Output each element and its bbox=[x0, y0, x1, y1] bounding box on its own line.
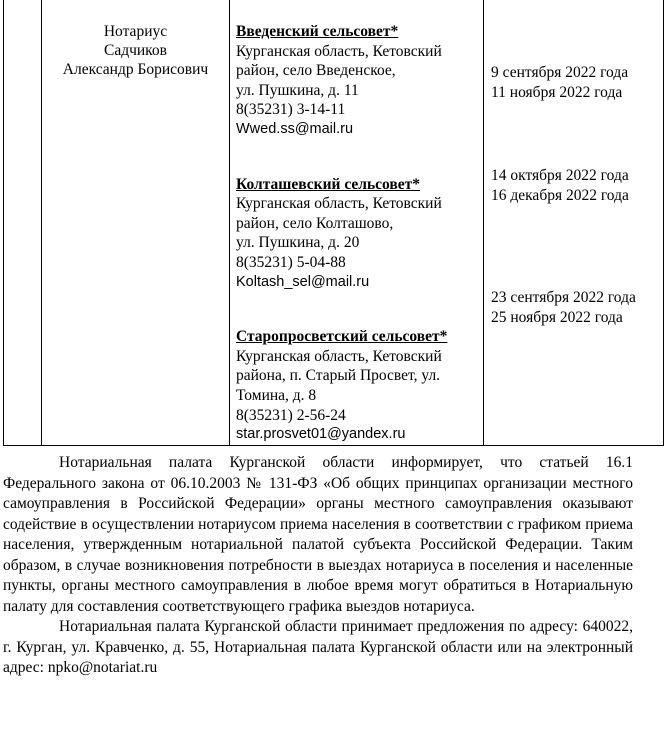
row-number-cell bbox=[4, 0, 42, 445]
notary-given-names: Александр Борисович bbox=[62, 61, 209, 78]
visit-date: 23 сентября 2022 года bbox=[491, 289, 636, 306]
council-address-line: район, село Введенское, bbox=[236, 62, 396, 80]
contact-paragraph: Нотариальная палата Курганской области принимает предложения по адресу: 640022, г. Курган, ул. Кравченко, д. 55, Нотариальная палата Курганской области или на электронный адрес: npko@notariat.ru bbox=[3, 618, 633, 676]
visit-date: 16 декабря 2022 года bbox=[491, 187, 629, 204]
council-email: Koltash_sel@mail.ru bbox=[236, 273, 370, 290]
council-block bbox=[230, 140, 483, 293]
notary-cell bbox=[42, 0, 230, 445]
schedule-table bbox=[3, 0, 664, 446]
council-email: Wwed.ss@mail.ru bbox=[236, 120, 354, 137]
council-block bbox=[230, 0, 483, 140]
council-block bbox=[230, 292, 483, 445]
council-email: star.prosvet01@yandex.ru bbox=[236, 426, 406, 443]
council-address-line: ул. Пушкина, д. 20 bbox=[236, 234, 360, 252]
notary-surname: Садчиков bbox=[103, 42, 167, 59]
table-row bbox=[4, 0, 664, 445]
visit-date: 11 ноября 2022 года bbox=[491, 84, 623, 101]
notary-title: Нотариус bbox=[103, 23, 168, 40]
council-address-line: ул. Пушкина, д. 11 bbox=[236, 81, 359, 99]
council-address-line: Томина, д. 8 bbox=[236, 386, 317, 404]
council-address-line: район, село Колташово, bbox=[236, 214, 394, 232]
council-address-line: Курганская область, Кетовский bbox=[236, 42, 442, 60]
council-address-line: района, п. Старый Просвет, ул. bbox=[236, 367, 441, 385]
council-name: Введенский сельсовет* bbox=[236, 23, 399, 40]
info-text bbox=[3, 453, 633, 679]
visit-date: 9 сентября 2022 года bbox=[491, 64, 629, 81]
council-phone: 8(35231) 5-04-88 bbox=[236, 253, 346, 271]
council-cell bbox=[230, 0, 484, 445]
visit-date: 14 октября 2022 года bbox=[491, 167, 629, 184]
dates-cell bbox=[484, 0, 664, 445]
council-name: Колташевский сельсовет* bbox=[236, 175, 421, 193]
council-phone: 8(35231) 3-14-11 bbox=[236, 101, 346, 119]
visit-date: 25 ноября 2022 года bbox=[491, 309, 623, 326]
visit-dates bbox=[484, 206, 663, 328]
visit-dates bbox=[484, 0, 663, 103]
council-address-line: Курганская область, Кетовский bbox=[236, 347, 442, 365]
council-name: Старопросветский сельсовет* bbox=[236, 328, 448, 346]
info-paragraph: Нотариальная палата Курганской области информирует, что статьей 16.1 Федерального закона от 06.10.2003 № 131-ФЗ «Об общих принципах организации местного самоуправления в Российской Федерации» органы местного самоуправления оказывают содействие в осуществлении нотариусом приема населения в соответствии с графиком приема населения, утвержденным нотариальной палатой субъекта Российской Федерации. Таким образом, в случае возникновения потребности в выездах нотариуса в поселения и населенные пункты, органы местного самоуправления в любое время могут обратиться в Нотариальную палату для составления соответствующего графика выездов нотариуса. bbox=[3, 454, 633, 615]
council-phone: 8(35231) 2-56-24 bbox=[236, 406, 346, 424]
visit-dates bbox=[484, 103, 663, 206]
council-address-line: Курганская область, Кетовский bbox=[236, 195, 442, 213]
